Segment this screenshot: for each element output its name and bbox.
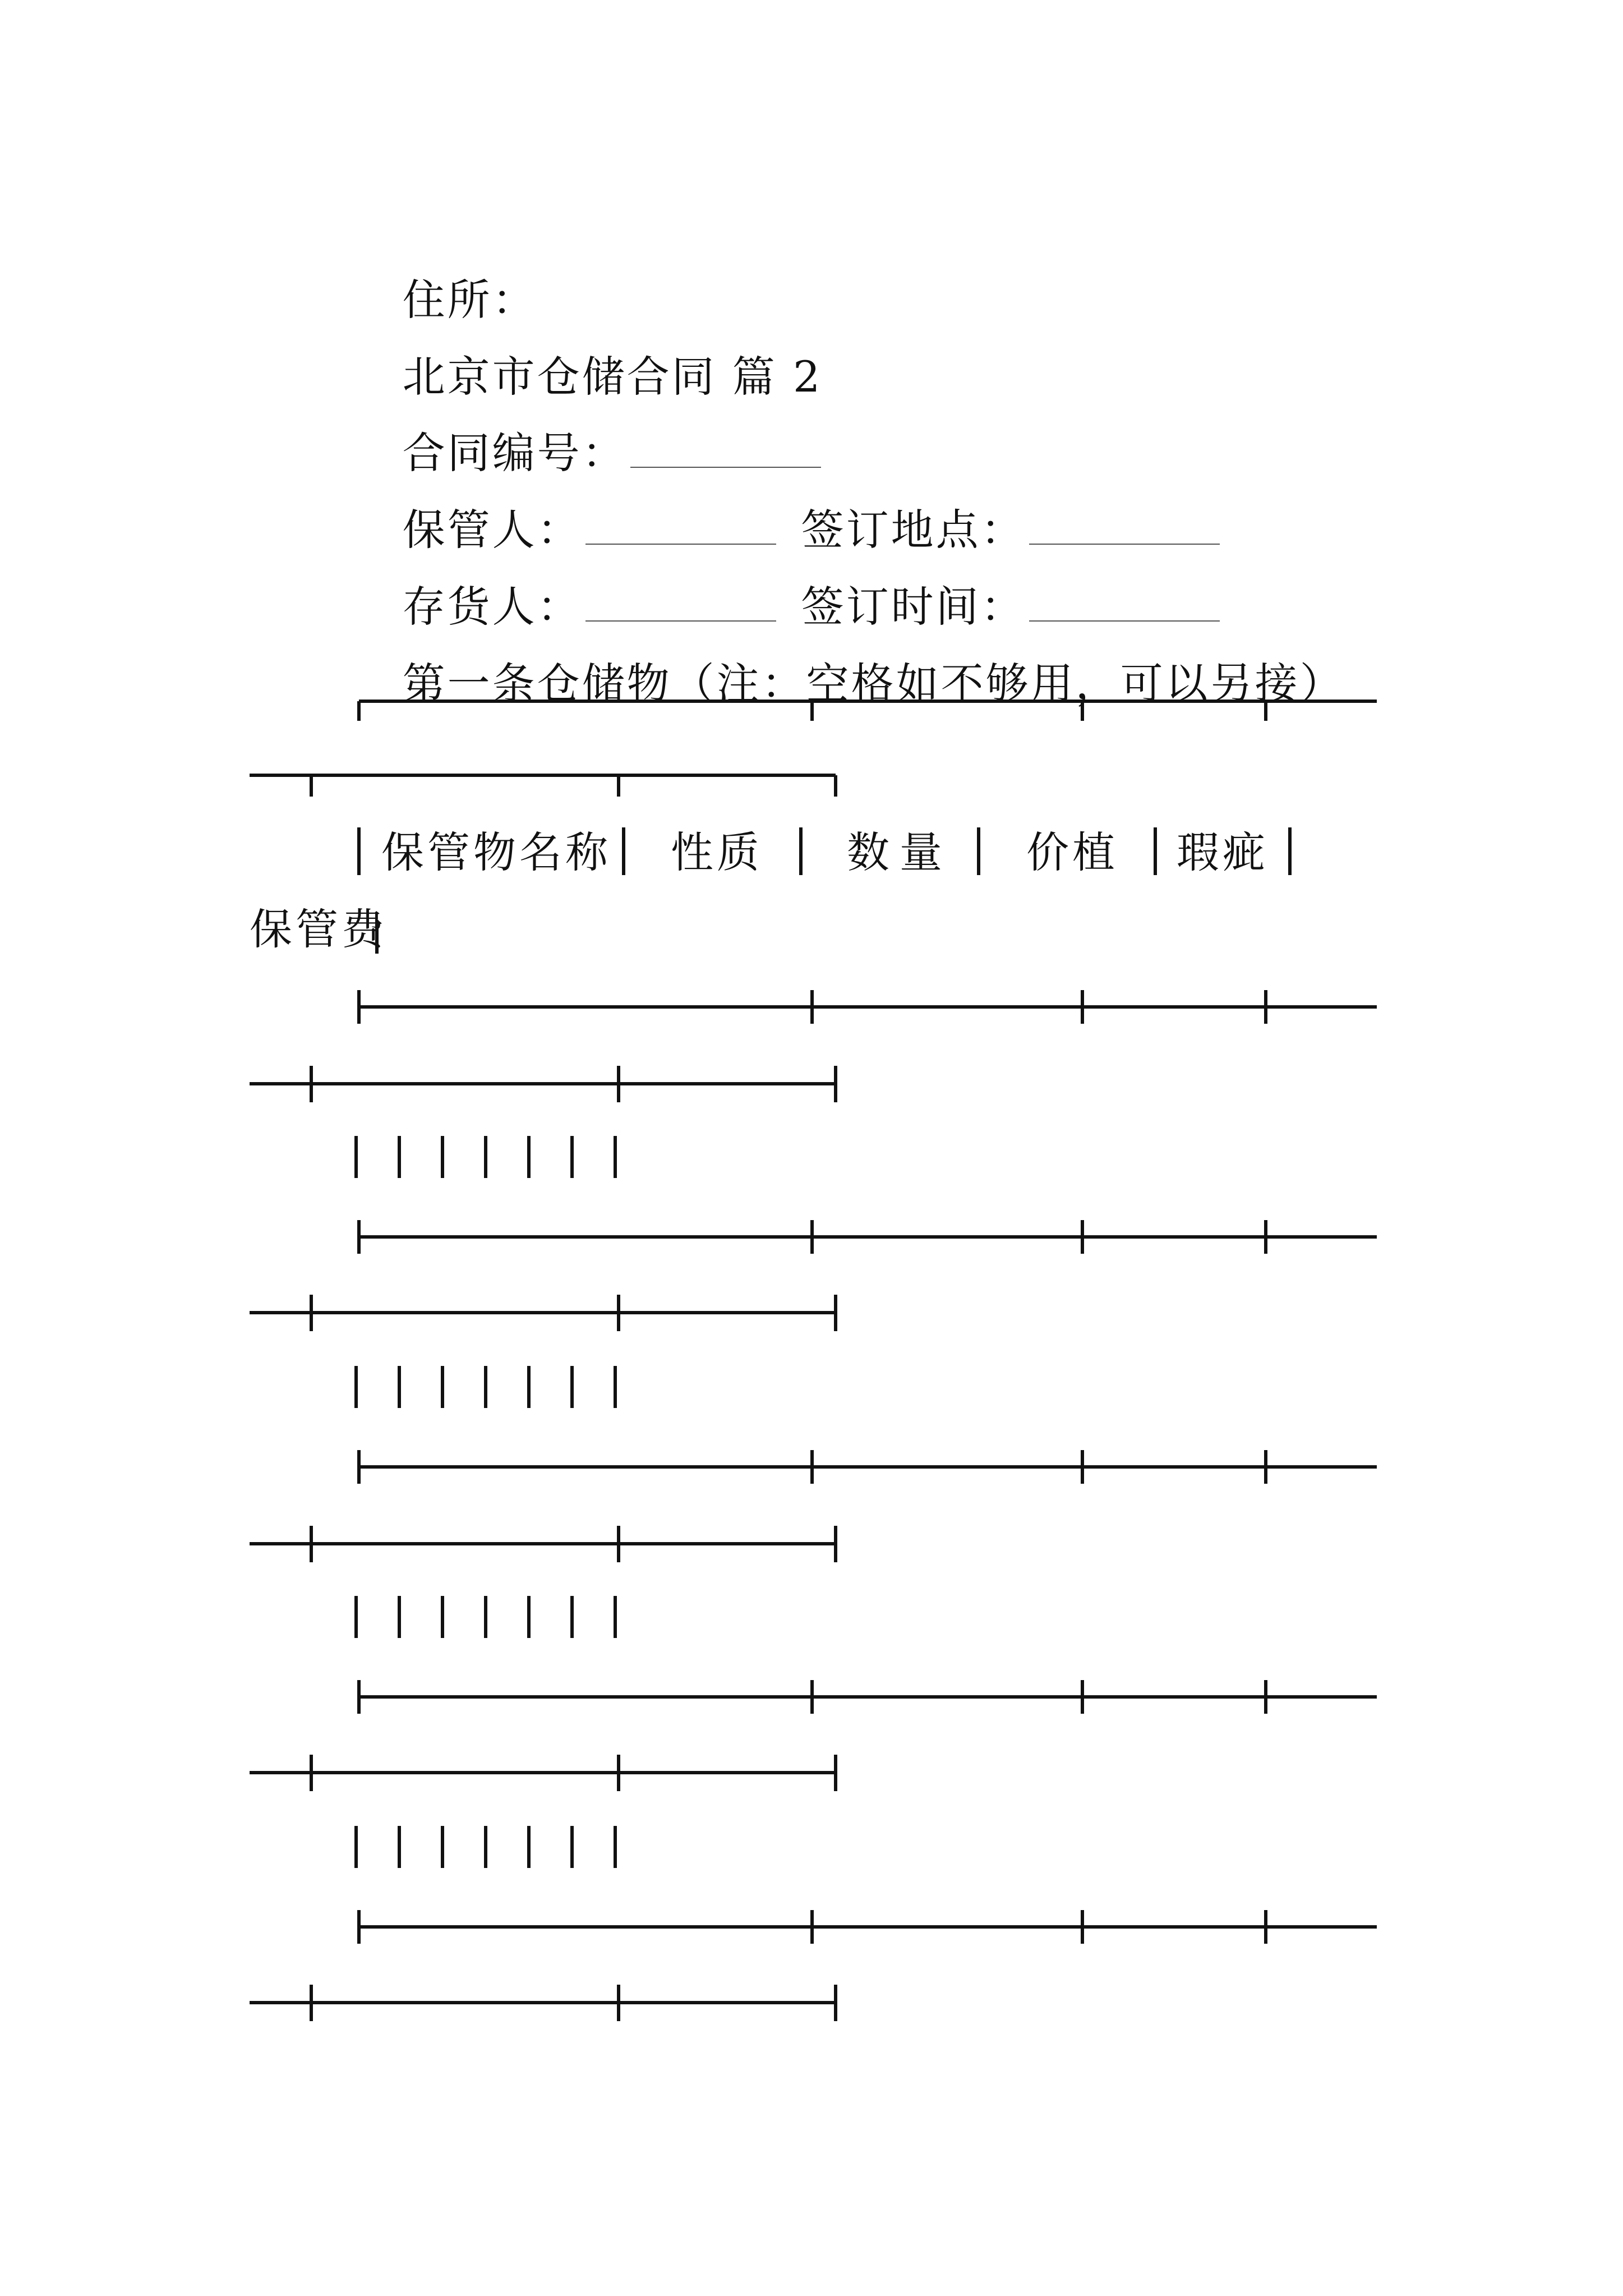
header-cell-fee: 保管费: [250, 904, 388, 954]
header-cell-value: 价植: [1026, 827, 1118, 877]
table-empty-row-1: [356, 1136, 615, 1178]
table-top-border: [250, 701, 1377, 797]
table-separator-1: [250, 990, 1377, 1102]
table-empty-row-2: [356, 1366, 615, 1408]
table-separator-4: [250, 1680, 1377, 1791]
article-one-text: 第一条仓储物（注：空格如不够用，可以另接）: [402, 659, 1345, 708]
table-empty-row-3: [356, 1596, 615, 1638]
table-separator-5: [250, 1910, 1377, 2021]
depositor-label: 存货人：: [402, 582, 582, 632]
section-title-text: 北京市仓储合同 篇 2: [402, 352, 823, 402]
header-cell-defect: 瑕疵: [1177, 827, 1269, 877]
table-separator-2: [250, 1220, 1377, 1331]
contract-number-label: 合同编号：: [402, 428, 627, 478]
header-cell-name: 保管物名称: [381, 827, 611, 877]
keeper-label: 保管人：: [402, 505, 582, 555]
header-cell-nature: 性质: [671, 827, 763, 877]
table-separator-3: [250, 1450, 1377, 1562]
sign-time-label: 签订时间：: [801, 582, 1026, 632]
header-cell-quantity: 数量: [847, 827, 952, 877]
address-label: 住所：: [402, 275, 537, 325]
table-header-row: [250, 827, 1290, 954]
table-empty-row-4: [356, 1826, 615, 1868]
sign-place-label: 签订地点：: [801, 505, 1026, 555]
